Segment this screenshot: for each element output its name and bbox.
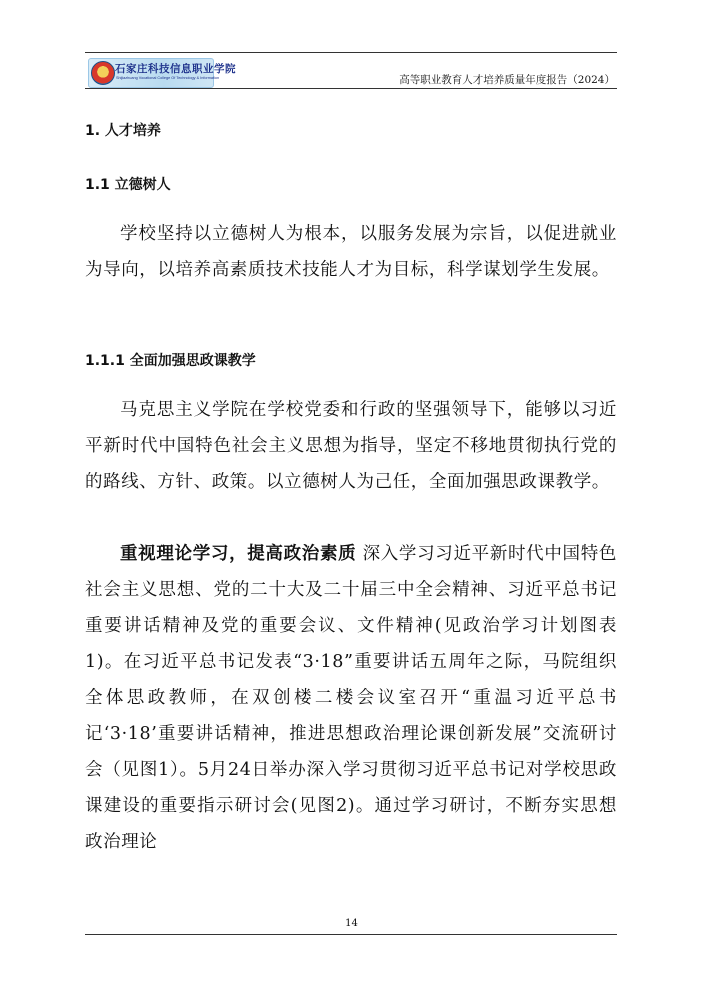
paragraph-body: 深入学习习近平新时代中国特色社会主义思想、党的二十大及二十届三中全会精神、习近平总书记重要讲话精神及党的重要会议、文件精神(见政治学习计划图表1)。在习近平总书记发表“3·18”重要讲话五周年之际，马院组织全体思政教师，在双创楼二楼会议室召开“重温习近平总书记‘3·18’重要讲话精神，推进思想政治理论课创新发展”交流研讨会（见图1）。5月24日举办深入学习贯彻习近平总书记对学校思政课建设的重要指示研讨会(见图2)。通过学习研讨，不断夯实思想政治理论 (85, 544, 617, 852)
report-title: 高等职业教育人才培养质量年度报告（2024） (399, 74, 615, 86)
paragraph-theory-study (85, 536, 617, 860)
section-heading-1-1: 1.1 立德树人 (85, 177, 171, 193)
page-number: 14 (345, 918, 358, 929)
footer-rule (85, 934, 617, 935)
college-logo (88, 58, 236, 88)
college-emblem-icon (91, 61, 115, 85)
paragraph-lead: 重视理论学习，提高政治素质 (120, 544, 357, 564)
logo-subtext: Shijiazhuang Vocational College Of Technology & Information (116, 76, 220, 80)
paragraph-marxism-college: 马克思主义学院在学校党委和行政的坚强领导下，能够以习近平新时代中国特色社会主义思想为指导，坚定不移地贯彻执行党的的路线、方针、政策。以立德树人为己任，全面加强思政课教学。 (85, 400, 617, 492)
section-heading-1: 1. 人才培养 (85, 123, 161, 139)
section-heading-1-1-1: 1.1.1 全面加强思政课教学 (85, 353, 256, 369)
header-bottom-rule (85, 88, 617, 89)
paragraph-intro: 学校坚持以立德树人为根本，以服务发展为宗旨，以促进就业为导向，以培养高素质技术技能人才为目标，科学谋划学生发展。 (85, 224, 617, 280)
header-top-rule (85, 52, 617, 53)
logo-text: 石家庄科技信息职业学院 (115, 63, 236, 75)
